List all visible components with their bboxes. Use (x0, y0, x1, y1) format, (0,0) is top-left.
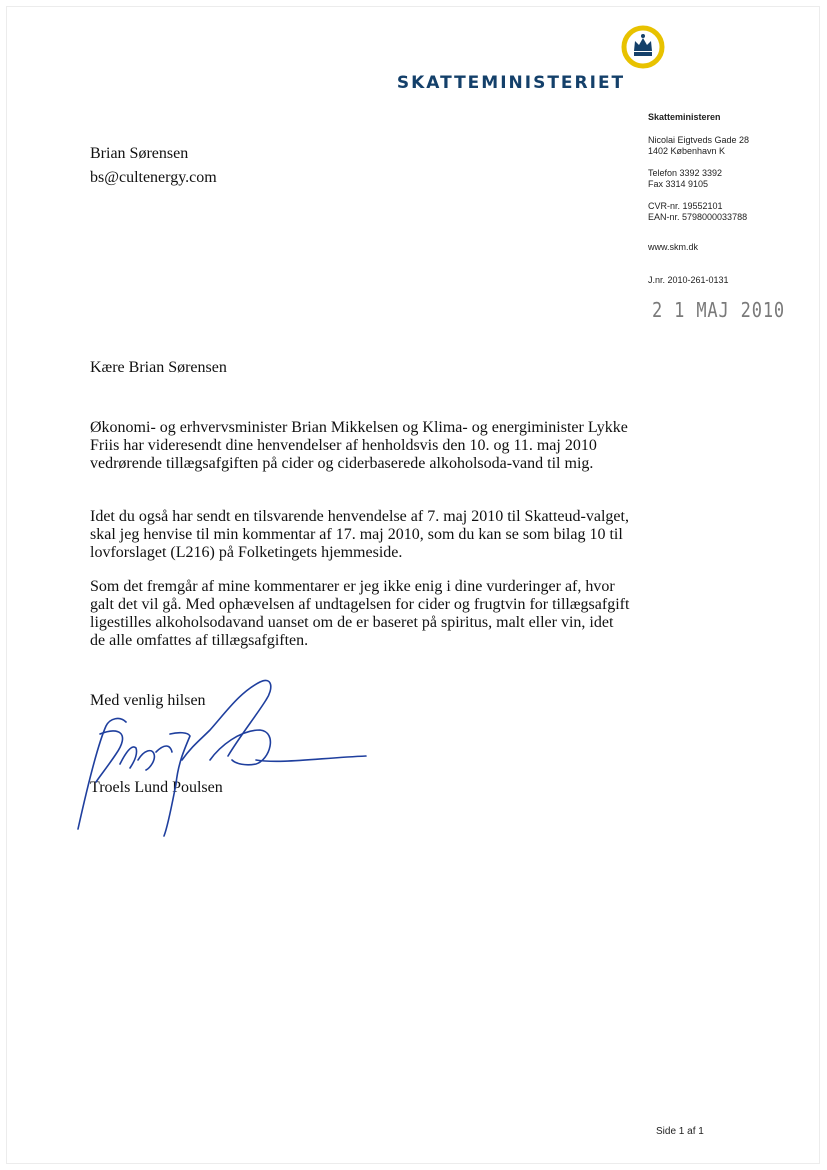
paragraph-3 (90, 578, 630, 650)
recipient-email: bs@cultenergy.com (90, 169, 217, 186)
paragraph-text: Idet du også har sendt en tilsvarende henvendelse af 7. maj 2010 til Skatteud-valget, skal jeg henvise til min kommentar af 17. maj 2010, som du kan se som bilag 10 til lovforslaget (L216) på Folketingets hjemmeside. (90, 508, 629, 561)
sender-phone: Telefon 3392 3392 (648, 168, 723, 178)
sender-title: Skatteministeren (648, 112, 721, 122)
page-number: Side 1 af 1 (656, 1126, 704, 1137)
journal-number: J.nr. 2010-261-0131 (648, 275, 729, 285)
sender-block (648, 112, 721, 123)
sender-address2: 1402 København K (648, 146, 726, 156)
paragraph-2 (90, 508, 630, 562)
sender-cvr: CVR-nr. 19552101 (648, 201, 723, 211)
closing: Med venlig hilsen (90, 692, 206, 709)
ministry-name: SKATTEMINISTERIET (396, 73, 626, 93)
signer-name: Troels Lund Poulsen (90, 779, 223, 796)
paragraph-1 (90, 419, 630, 473)
sender-address1: Nicolai Eigtveds Gade 28 (648, 135, 750, 145)
crown-logo-icon (620, 24, 666, 70)
paragraph-text: Økonomi- og erhvervsminister Brian Mikkelsen og Klima- og energiminister Lykke Friis har videresendt dine henvendelser af henholdsvis den 10. og 11. maj 2010 vedrørende tillægsafgiften på cider og ciderbaserede alkoholsoda-vand til mig. (90, 419, 628, 472)
sender-fax: Fax 3314 9105 (648, 179, 709, 189)
salutation: Kære Brian Sørensen (90, 359, 227, 376)
paragraph-text: Som det fremgår af mine kommentarer er jeg ikke enig i dine vurderinger af, hvor galt det vil gå. Med ophævelsen af undtagelsen for cider og frugtvin for tillægsafgift ligestilles alkoholsodavand uanset om de er baseret på spiritus, malt eller vin, idet de alle omfattes af tillægsafgiften. (90, 578, 630, 649)
sender-ean: EAN-nr. 5798000033788 (648, 212, 748, 222)
date-stamp: 2 1 MAJ 2010 (652, 298, 786, 322)
recipient-name: Brian Sørensen (90, 145, 189, 162)
sender-web: www.skm.dk (648, 242, 699, 252)
